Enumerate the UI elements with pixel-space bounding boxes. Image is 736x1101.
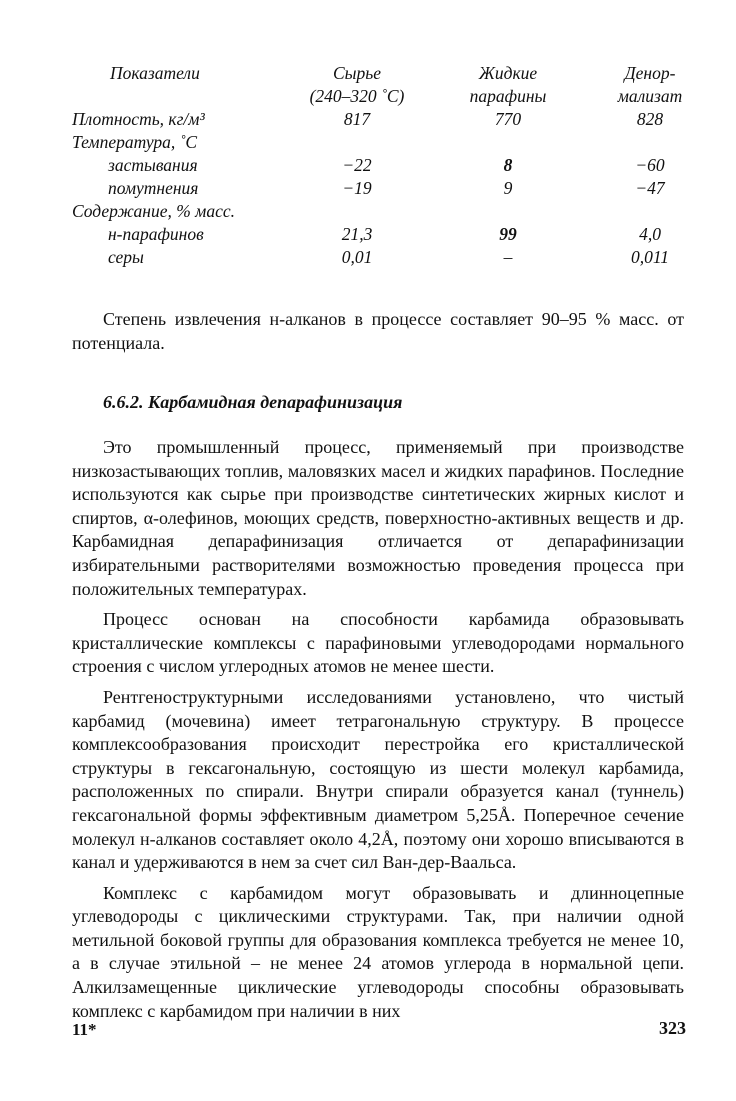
table-row-sulfur bbox=[72, 246, 694, 269]
cell-feed: −19 bbox=[342, 178, 372, 198]
table-row-content bbox=[72, 200, 694, 223]
table-row-n-paraffins bbox=[72, 223, 694, 246]
row-label: Температура, ˚С bbox=[72, 132, 198, 152]
header-dewaxed-line2: мализат bbox=[617, 86, 683, 106]
table-row-pour-point bbox=[72, 154, 694, 177]
paragraph-1: Это промышленный процесс, применяемый при производстве низкозастывающих топлив, маловязких масел и жидких парафинов. Последние используются как сырье при производстве синтетических жирных кислот и спиртов, α-олефинов, моющих средств, поверхностно-активных веществ и др. Карбамидная депарафинизация отличается от депарафинизации избирательными растворителями возможностью проведения процесса при положительных температурах. bbox=[72, 437, 684, 599]
cell-feed: 0,01 bbox=[341, 247, 373, 267]
paragraph-4: Комплекс с карбамидом могут образовывать и длинноцепные углеводороды с циклическими структурами. Так, при наличии одной метильной боковой группы для образования комплекса требуется не менее 10, а в случае этильной – не менее 24 атомов углерода в нормальной цепи. Алкилзамещенные циклические углеводороды способны образовывать комплекс с карбамидом при наличии в них bbox=[72, 882, 684, 1021]
row-label: Содержание, % масс. bbox=[72, 201, 235, 221]
section-body bbox=[72, 436, 684, 1023]
header-liquid-paraffins-line1: Жидкие bbox=[478, 63, 538, 83]
summary-paragraph: Степень извлечения н-алканов в процессе составляет 90–95 % масс. от потенциала. bbox=[72, 309, 684, 353]
properties-table bbox=[72, 62, 694, 269]
cell-dewaxed: 4,0 bbox=[639, 224, 661, 244]
row-label: н-парафинов bbox=[108, 224, 204, 244]
cell-liquid-paraffins: – bbox=[503, 247, 513, 267]
table-row-cloud-point bbox=[72, 177, 694, 200]
table-header-row-2 bbox=[72, 85, 694, 108]
table-row-temperature bbox=[72, 131, 694, 154]
cell-feed: 21,3 bbox=[341, 224, 373, 244]
row-label: Плотность, кг/м³ bbox=[72, 109, 205, 129]
cell-feed: 817 bbox=[343, 109, 371, 129]
header-feed-line1: Сырье bbox=[332, 63, 381, 83]
paragraph-3: Рентгеноструктурными исследованиями установлено, что чистый карбамид (мочевина) имеет тетрагональную структуру. В процессе комплексообразования происходит перестройка его кристаллической структуры в гексагональную, состоящую из шести молекул карбамида, расположенных по спирали. Внутри спирали образуется канал (туннель) гексагональной формы эффективным диаметром 5,25Å. Поперечное сечение молекул н-алканов составляет около 4,2Å, поэтому они хорошо вписываются в канал и удерживаются в нем за счет сил Ван-дер-Ваальса. bbox=[72, 686, 684, 873]
cell-dewaxed: −47 bbox=[635, 178, 665, 198]
header-feed-line2: (240–320 ˚С) bbox=[309, 86, 405, 106]
table-row-density bbox=[72, 108, 694, 131]
header-liquid-paraffins-line2: парафины bbox=[469, 86, 547, 106]
extraction-summary bbox=[72, 308, 684, 355]
paragraph-2: Процесс основан на способности карбамида образовывать кристаллические комплексы с парафиновыми углеводородами нормального строения с числом углеродных атомов не менее шести. bbox=[72, 609, 684, 677]
cell-liquid-paraffins: 9 bbox=[503, 178, 513, 198]
row-label: помутнения bbox=[108, 178, 199, 198]
table-header-row-1 bbox=[72, 62, 694, 85]
row-label: застывания bbox=[108, 155, 198, 175]
cell-liquid-paraffins: 770 bbox=[494, 109, 522, 129]
header-indicators: Показатели bbox=[110, 63, 200, 83]
cell-dewaxed: 828 bbox=[636, 109, 664, 129]
cell-feed: −22 bbox=[342, 155, 372, 175]
section-heading: 6.6.2. Карбамидная депарафинизация bbox=[103, 392, 403, 412]
cell-liquid-paraffins: 99 bbox=[499, 224, 517, 244]
cell-dewaxed: −60 bbox=[635, 155, 665, 175]
page-number: 323 bbox=[659, 1018, 686, 1038]
header-dewaxed-line1: Денор- bbox=[624, 63, 676, 83]
row-label: серы bbox=[108, 247, 144, 267]
cell-dewaxed: 0,011 bbox=[630, 247, 670, 267]
signature-mark: 11* bbox=[72, 1020, 97, 1039]
cell-liquid-paraffins: 8 bbox=[503, 155, 513, 175]
